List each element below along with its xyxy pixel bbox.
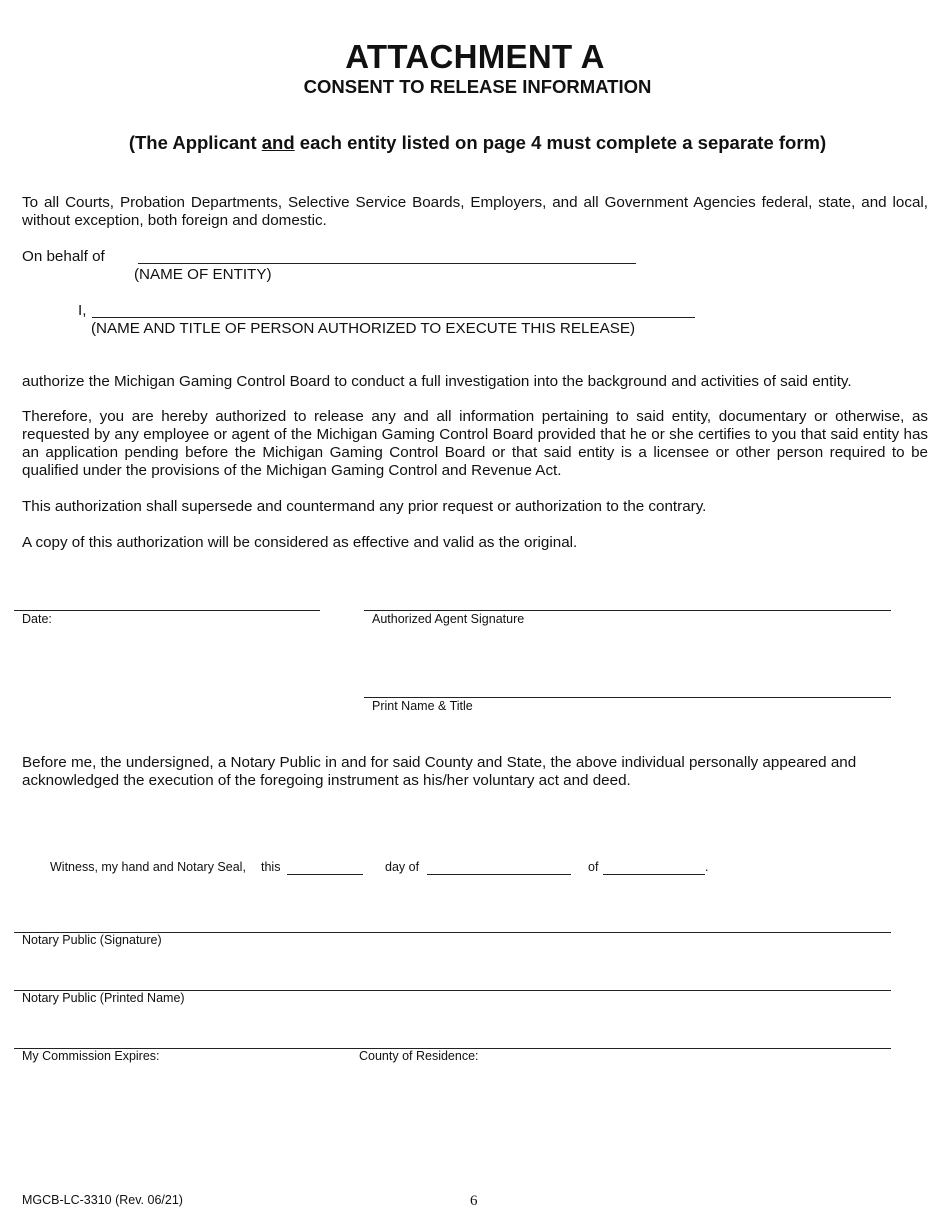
person-label: I, [78,302,87,319]
witness-month-blank[interactable] [427,861,571,875]
commission-expires-label: My Commission Expires: [22,1049,160,1063]
county-of-residence-label: County of Residence: [359,1049,479,1063]
print-name-label: Print Name & Title [372,699,473,713]
document-title: ATTACHMENT A [345,38,605,75]
person-name-caption: (NAME AND TITLE OF PERSON AUTHORIZED TO EXECUTE THIS RELEASE) [91,320,636,337]
notary-signature-label: Notary Public (Signature) [22,933,162,947]
form-id: MGCB-LC-3310 (Rev. 06/21) [22,1193,183,1207]
authorize-paragraph: authorize the Michigan Gaming Control Board to conduct a full investigation into the background and activities of said entity. [22,373,852,390]
supersede-paragraph: This authorization shall supersede and countermand any prior request or authorization to the contrary. [22,498,707,515]
person-name-line[interactable] [92,317,695,318]
witness-day-of-label: day of [385,860,420,874]
date-line[interactable] [14,610,320,611]
witness-year-blank[interactable] [603,861,705,875]
instruction-note [0,132,950,154]
witness-label: Witness, my hand and Notary Seal, [50,860,246,874]
notary-statement: Before me, the undersigned, a Notary Public in and for said County and State, the above individual personally appeared and acknowledged the execution of the foregoing instrument as his/her voluntary act and deed. [22,754,857,789]
document-subtitle: CONSENT TO RELEASE INFORMATION [303,76,652,97]
agent-signature-line[interactable] [364,610,891,611]
witness-of-label: of [588,860,599,874]
entity-name-input[interactable] [140,247,634,263]
instruction-emphasis: and [261,132,295,153]
copy-paragraph: A copy of this authorization will be considered as effective and valid as the original. [22,534,578,551]
notary-printed-name-label: Notary Public (Printed Name) [22,991,185,1005]
therefore-paragraph: Therefore, you are hereby authorized to release any and all information pertaining to said entity, documentary or otherwise, as requested by any employee or agent of the Michigan Gaming Control Board provided that he or she certifies to you that said entity has an application pending before the Michigan Gaming Control Board or that said entity is a licensee or other person required to be qualified under the provisions of the Michigan Gaming Control and Revenue Act. [22,408,928,479]
entity-name-line[interactable] [138,263,636,264]
agent-signature-label: Authorized Agent Signature [372,612,525,626]
date-label: Date: [22,612,52,626]
witness-day-blank[interactable] [287,861,363,875]
witness-this-label: this [261,860,281,874]
print-name-line[interactable] [364,697,891,698]
page-number: 6 [470,1193,478,1209]
entity-name-caption: (NAME OF ENTITY) [134,266,272,283]
on-behalf-label: On behalf of [22,248,105,265]
intro-paragraph: To all Courts, Probation Departments, Selective Service Boards, Employers, and all Government Agencies federal, state, and local, without exception, both foreign and domestic. [22,194,928,229]
instruction-post: each entity listed on page 4 must complete a separate form) [294,132,827,153]
person-name-input[interactable] [94,301,694,317]
witness-period: . [705,860,709,874]
instruction-pre: (The Applicant [128,132,262,153]
